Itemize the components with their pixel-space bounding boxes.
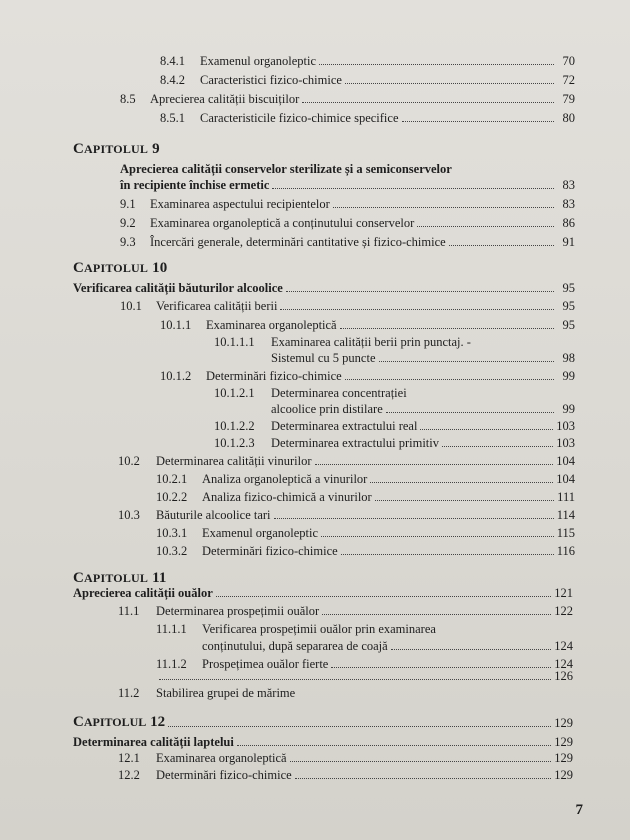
dot-leader <box>375 500 554 501</box>
dot-leader <box>420 429 553 430</box>
dot-leader <box>280 309 554 310</box>
toc-entry: 11.1.1 Verificarea prospețimii ouălor prin examinarea <box>156 622 436 636</box>
toc-entry: 10.2.2 Analiza fizico-chimică a vinurilor 111 <box>156 490 575 504</box>
chapter-title-entry: Verificarea calității băuturilor alcoolice 95 <box>73 281 575 295</box>
toc-entry: 11.1 Determinarea prospețimii ouălor 122 <box>118 604 573 618</box>
toc-entry: 10.2 Determinarea calității vinurilor 104 <box>118 454 575 468</box>
toc-entry: 12.2 Determinări fizico-chimice 129 <box>118 768 573 782</box>
toc-entry: 10.1.2 Determinări fizico-chimice 99 <box>160 369 575 383</box>
dot-leader <box>168 726 551 727</box>
chapter-heading-entry: CAPITOLUL 12 129 <box>73 714 573 730</box>
dot-leader <box>286 291 554 292</box>
chapter-heading: CAPITOLUL 9 <box>73 141 160 157</box>
dot-leader <box>345 83 554 84</box>
dot-leader <box>386 412 554 413</box>
toc-entry: 8.5.1 Caracteristicile fizico-chimice specifice 80 <box>160 111 575 125</box>
chapter-title-entry: Determinarea calității laptelui 129 <box>73 735 573 749</box>
toc-entry: 9.1 Examinarea aspectului recipientelor 83 <box>120 197 575 211</box>
toc-entry: 8.4.1 Examenul organoleptic 70 <box>160 54 575 68</box>
page-number: 7 <box>575 802 583 818</box>
toc-entry: 10.1.2.2 Determinarea extractului real 103 <box>214 419 575 433</box>
toc-entry: 12.1 Examinarea organoleptică 129 <box>118 751 573 765</box>
chapter-heading: CAPITOLUL 12 <box>73 714 166 730</box>
dot-leader <box>274 518 554 519</box>
toc-entry: 11.1.2 Prospețimea ouălor fierte 124 <box>156 657 573 671</box>
toc-entry: 10.1.2.3 Determinarea extractului primitiv 103 <box>214 436 575 450</box>
dot-leader <box>237 745 551 746</box>
dot-leader <box>315 464 554 465</box>
dot-leader <box>322 614 551 615</box>
toc-entry: 10.1.2.1 Determinarea concentrației <box>214 386 407 400</box>
toc-entry: alcoolice prin distilare 99 <box>271 402 575 416</box>
toc-entry: 10.2.1 Analiza organoleptică a vinurilor 104 <box>156 472 575 486</box>
chapter-title-entry: în recipiente închise ermetic 83 <box>120 178 575 192</box>
toc-entry: 10.1 Verificarea calității berii 95 <box>120 299 575 313</box>
dot-leader <box>341 554 554 555</box>
dot-leader <box>333 207 554 208</box>
dot-leader <box>319 64 554 65</box>
dot-leader <box>370 482 553 483</box>
dot-leader <box>442 446 553 447</box>
dot-leader <box>216 596 551 597</box>
dot-leader <box>272 188 554 189</box>
chapter-heading: CAPITOLUL 10 <box>73 260 168 276</box>
dot-leader <box>345 379 554 380</box>
chapter-title-entry: Aprecierea calității ouălor 121 <box>73 586 573 600</box>
chapter-title: Aprecierea calității conservelor sterilizate și a semiconservelor <box>120 162 452 176</box>
dot-leader <box>159 679 551 680</box>
dot-leader <box>391 649 552 650</box>
dot-leader <box>449 245 554 246</box>
dot-leader <box>402 121 555 122</box>
toc-entry: 10.1.1.1 Examinarea calității berii prin punctaj. - <box>214 335 471 349</box>
toc-entry: 10.1.1 Examinarea organoleptică 95 <box>160 318 575 332</box>
toc-entry: 126 <box>156 667 573 683</box>
dot-leader <box>379 361 555 362</box>
toc-entry: 10.3.2 Determinări fizico-chimice 116 <box>156 544 575 558</box>
toc-entry: 10.3.1 Examenul organoleptic 115 <box>156 526 575 540</box>
toc-entry: 9.2 Examinarea organoleptică a conținutului conservelor 86 <box>120 216 575 230</box>
toc-entry: 9.3 Încercări generale, determinări cantitative și fizico-chimice 91 <box>120 235 575 249</box>
dot-leader <box>302 102 554 103</box>
dot-leader <box>295 778 552 779</box>
toc-entry: 10.3 Băuturile alcoolice tari 114 <box>118 508 575 522</box>
chapter-heading: CAPITOLUL 11 <box>73 570 167 586</box>
toc-entry: 11.2 Stabilirea grupei de mărime <box>118 686 296 700</box>
toc-entry: Sistemul cu 5 puncte 98 <box>271 351 575 365</box>
dot-leader <box>290 761 552 762</box>
dot-leader <box>340 328 554 329</box>
toc-entry: conținutului, după separarea de coajă 124 <box>202 639 573 653</box>
toc-entry: 8.4.2 Caracteristici fizico-chimice 72 <box>160 73 575 87</box>
toc-entry: 8.5 Aprecierea calității biscuiților 79 <box>120 92 575 106</box>
dot-leader <box>321 536 554 537</box>
dot-leader <box>417 226 554 227</box>
